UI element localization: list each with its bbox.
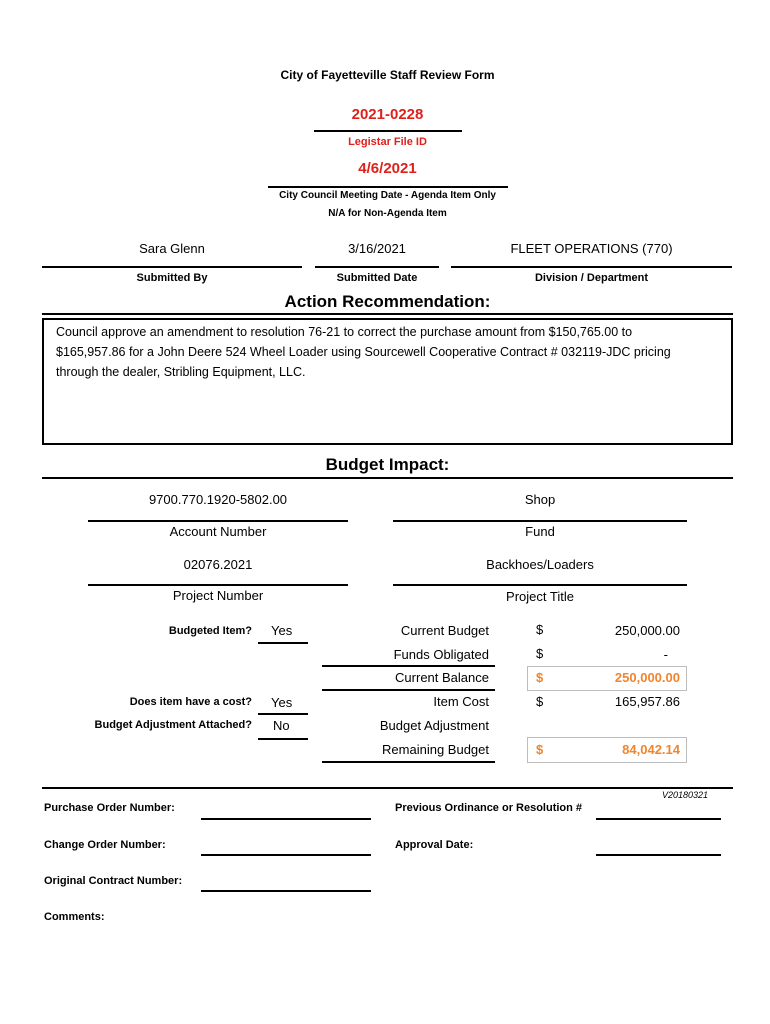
po-number-label: Purchase Order Number:	[44, 802, 175, 814]
division-rule	[451, 266, 732, 268]
remaining-budget-rule	[322, 761, 495, 763]
has-cost-label: Does item have a cost?	[129, 696, 252, 708]
meeting-date-label-2: N/A for Non-Agenda Item	[328, 208, 447, 219]
item-cost-amount: 165,957.86	[614, 694, 680, 709]
item-cost-currency: $	[536, 694, 544, 709]
budget-adjustment-label: Budget Adjustment	[379, 718, 489, 733]
meeting-date-rule	[268, 186, 508, 188]
current-balance-amount: 250,000.00	[614, 670, 680, 685]
remaining-budget-currency: $	[536, 742, 544, 757]
comments-label: Comments:	[44, 911, 105, 923]
account-number-label: Account Number	[169, 524, 267, 539]
current-balance-currency: $	[536, 670, 544, 685]
budgeted-item-label: Budgeted Item?	[168, 625, 252, 637]
file-id-rule	[314, 130, 462, 132]
change-order-label: Change Order Number:	[44, 839, 166, 851]
submitted-by-value: Sara Glenn	[139, 241, 205, 256]
prev-ordinance-field[interactable]	[596, 818, 721, 820]
submitted-by-rule	[42, 266, 302, 268]
form-title: City of Fayetteville Staff Review Form	[280, 68, 495, 82]
action-heading: Action Recommendation:	[284, 292, 491, 311]
budgeted-item-value: Yes	[271, 623, 293, 638]
project-number-label: Project Number	[172, 588, 264, 603]
file-id-label: Legistar File ID	[348, 136, 427, 148]
change-order-field[interactable]	[201, 854, 371, 856]
approval-date-field[interactable]	[596, 854, 721, 856]
meeting-date-label-1: City Council Meeting Date - Agenda Item Only	[279, 190, 496, 201]
prev-ordinance-label: Previous Ordinance or Resolution #	[395, 802, 583, 814]
fund-value: Shop	[524, 492, 556, 507]
budget-heading-rule	[42, 477, 733, 479]
project-number-value: 02076.2021	[183, 557, 253, 572]
project-number-rule	[88, 584, 348, 586]
has-cost-rule	[258, 713, 308, 715]
current-balance-label: Current Balance	[395, 670, 489, 685]
submitted-by-label: Submitted By	[136, 272, 208, 284]
original-contract-field[interactable]	[201, 890, 371, 892]
adjustment-attached-label: Budget Adjustment Attached?	[94, 719, 252, 731]
funds-obligated-currency: $	[536, 646, 544, 661]
project-title-rule	[393, 584, 687, 586]
budgeted-item-rule	[258, 642, 308, 644]
submitted-date-value: 3/16/2021	[348, 241, 406, 256]
remaining-budget-label: Remaining Budget	[382, 742, 489, 757]
funds-obligated-label: Funds Obligated	[393, 647, 489, 662]
action-text-line-3: through the dealer, Stribling Equipment, LLC.	[56, 365, 306, 379]
current-budget-label: Current Budget	[400, 623, 489, 638]
action-text-line-2: $165,957.86 for a John Deere 524 Wheel Loader using Sourcewell Cooperative Contract # 032119-JDC pricing	[56, 345, 671, 359]
meeting-date-value: 4/6/2021	[358, 160, 417, 177]
adjustment-attached-value: No	[273, 718, 290, 733]
item-cost-label: Item Cost	[433, 694, 489, 709]
project-title-label: Project Title	[506, 589, 574, 604]
action-recommendation-box	[42, 318, 733, 445]
current-budget-amount: 250,000.00	[614, 623, 680, 638]
footer-rule	[42, 787, 733, 789]
has-cost-value: Yes	[271, 695, 293, 710]
current-balance-rule	[322, 689, 495, 691]
budget-heading: Budget Impact:	[325, 455, 450, 474]
funds-obligated-rule	[322, 665, 495, 667]
division-value: FLEET OPERATIONS (770)	[510, 241, 673, 256]
version-label: V20180321	[662, 790, 709, 800]
current-budget-currency: $	[536, 622, 544, 637]
action-heading-rule	[42, 313, 733, 315]
adjustment-attached-rule	[258, 738, 308, 740]
submitted-date-label: Submitted Date	[336, 272, 418, 284]
file-id-value: 2021-0228	[351, 106, 424, 123]
funds-obligated-amount: -	[663, 647, 668, 662]
remaining-budget-amount: 84,042.14	[622, 742, 680, 757]
account-number-value: 9700.770.1920-5802.00	[148, 492, 288, 507]
division-label: Division / Department	[534, 272, 649, 284]
account-number-rule	[88, 520, 348, 522]
original-contract-label: Original Contract Number:	[44, 875, 183, 887]
po-number-field[interactable]	[201, 818, 371, 820]
fund-label: Fund	[525, 524, 555, 539]
action-text-line-1: Council approve an amendment to resolution 76-21 to correct the purchase amount from $150,765.00 to	[56, 325, 633, 339]
fund-rule	[393, 520, 687, 522]
project-title-value: Backhoes/Loaders	[486, 557, 594, 572]
submitted-date-rule	[315, 266, 439, 268]
approval-date-label: Approval Date:	[395, 839, 474, 851]
